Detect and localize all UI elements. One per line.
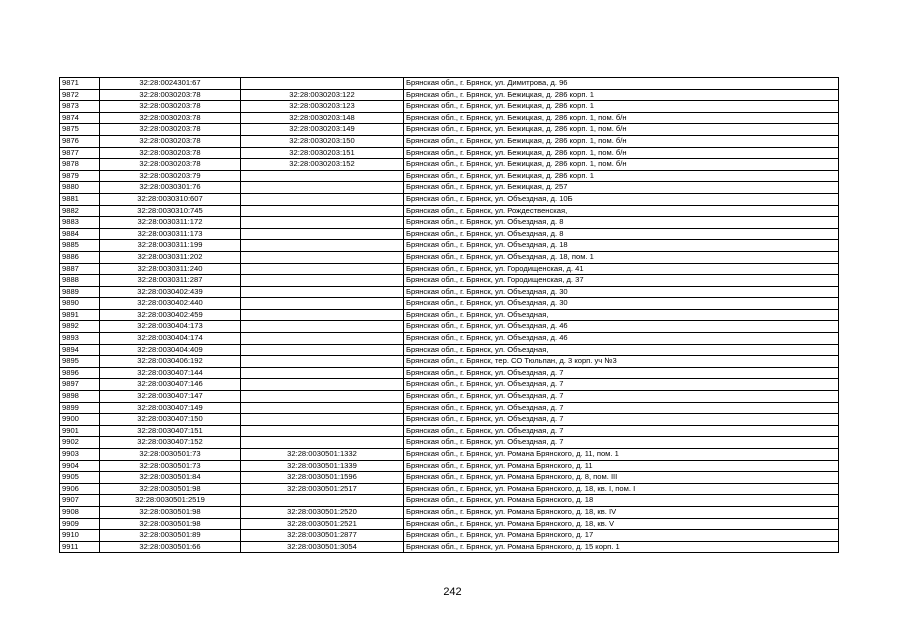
sub-object-number-cell [241, 275, 404, 287]
table-row [60, 309, 839, 321]
row-number-cell: 9907 [60, 495, 100, 507]
sub-object-number-cell [241, 379, 404, 391]
address-cell: Брянская обл., г. Брянск, ул. Объездная, д. 30 [404, 286, 839, 298]
address-cell: Брянская обл., г. Брянск, ул. Бежицкая, д. 286 корп. 1, пом. б/н [404, 147, 839, 159]
cadastral-number-cell: 32:28:0030203:78 [100, 89, 241, 101]
sub-object-number-cell [241, 367, 404, 379]
cadastral-number-cell: 32:28:0030311:240 [100, 263, 241, 275]
table-row [60, 193, 839, 205]
address-cell: Брянская обл., г. Брянск, ул. Объездная, д. 7 [404, 414, 839, 426]
sub-object-number-cell: 32:28:0030501:1332 [241, 449, 404, 461]
cadastral-number-cell: 32:28:0030203:78 [100, 112, 241, 124]
table-row [60, 159, 839, 171]
row-number-cell: 9880 [60, 182, 100, 194]
address-cell: Брянская обл., г. Брянск, ул. Объездная, д. 7 [404, 391, 839, 403]
cadastral-number-cell: 32:28:0030203:78 [100, 101, 241, 113]
row-number-cell: 9873 [60, 101, 100, 113]
row-number-cell: 9895 [60, 356, 100, 368]
sub-object-number-cell: 32:28:0030501:1596 [241, 472, 404, 484]
row-number-cell: 9898 [60, 391, 100, 403]
cadastral-number-cell: 32:28:0030404:174 [100, 333, 241, 345]
cadastral-number-cell: 32:28:0030501:73 [100, 449, 241, 461]
sub-object-number-cell [241, 495, 404, 507]
sub-object-number-cell [241, 333, 404, 345]
row-number-cell: 9893 [60, 333, 100, 345]
address-cell: Брянская обл., г. Брянск, ул. Димитрова, д. 96 [404, 78, 839, 90]
row-number-cell: 9911 [60, 541, 100, 553]
address-cell: Брянская обл., г. Брянск, ул. Объездная, д. 46 [404, 333, 839, 345]
row-number-cell: 9902 [60, 437, 100, 449]
table-row [60, 147, 839, 159]
row-number-cell: 9878 [60, 159, 100, 171]
address-cell: Брянская обл., г. Брянск, ул. Бежицкая, д. 257 [404, 182, 839, 194]
row-number-cell: 9885 [60, 240, 100, 252]
address-cell: Брянская обл., г. Брянск, тер. СО Тюльпан, д. 3 корп. уч №3 [404, 356, 839, 368]
cadastral-number-cell: 32:28:0030501:2519 [100, 495, 241, 507]
address-cell: Брянская обл., г. Брянск, ул. Романа Брянского, д. 17 [404, 530, 839, 542]
sub-object-number-cell: 32:28:0030501:2521 [241, 518, 404, 530]
sub-object-number-cell: 32:28:0030501:3054 [241, 541, 404, 553]
table-row [60, 286, 839, 298]
table-row [60, 101, 839, 113]
sub-object-number-cell [241, 425, 404, 437]
sub-object-number-cell [241, 437, 404, 449]
table-row [60, 379, 839, 391]
cadastral-number-cell: 32:28:0030407:149 [100, 402, 241, 414]
sub-object-number-cell [241, 170, 404, 182]
row-number-cell: 9908 [60, 506, 100, 518]
sub-object-number-cell: 32:28:0030203:150 [241, 135, 404, 147]
sub-object-number-cell [241, 228, 404, 240]
address-cell: Брянская обл., г. Брянск, ул. Бежицкая, д. 286 корп. 1 [404, 101, 839, 113]
table-row [60, 367, 839, 379]
sub-object-number-cell [241, 251, 404, 263]
address-cell: Брянская обл., г. Брянск, ул. Романа Брянского, д. 18, кв. IV [404, 506, 839, 518]
cadastral-number-cell: 32:28:0030407:147 [100, 391, 241, 403]
sub-object-number-cell: 32:28:0030203:148 [241, 112, 404, 124]
cadastral-number-cell: 32:28:0030406:192 [100, 356, 241, 368]
cadastral-number-cell: 32:28:0030203:78 [100, 135, 241, 147]
sub-object-number-cell: 32:28:0030203:123 [241, 101, 404, 113]
cadastral-number-cell: 32:28:0030501:89 [100, 530, 241, 542]
address-cell: Брянская обл., г. Брянск, ул. Бежицкая, д. 286 корп. 1, пом. б/н [404, 159, 839, 171]
row-number-cell: 9884 [60, 228, 100, 240]
sub-object-number-cell [241, 217, 404, 229]
cadastral-number-cell: 32:28:0030407:146 [100, 379, 241, 391]
sub-object-number-cell [241, 309, 404, 321]
address-cell: Брянская обл., г. Брянск, ул. Объездная, д. 7 [404, 379, 839, 391]
table-row [60, 205, 839, 217]
row-number-cell: 9879 [60, 170, 100, 182]
sub-object-number-cell [241, 78, 404, 90]
table-row [60, 263, 839, 275]
sub-object-number-cell [241, 402, 404, 414]
sub-object-number-cell [241, 356, 404, 368]
address-cell: Брянская обл., г. Брянск, ул. Объездная, д. 18 [404, 240, 839, 252]
table-row [60, 391, 839, 403]
cadastral-number-cell: 32:28:0030311:199 [100, 240, 241, 252]
table-row [60, 251, 839, 263]
address-cell: Брянская обл., г. Брянск, ул. Объездная, д. 8 [404, 217, 839, 229]
cadastral-number-cell: 32:28:0030501:98 [100, 483, 241, 495]
table-row [60, 135, 839, 147]
table-row [60, 506, 839, 518]
table-row [60, 437, 839, 449]
address-cell: Брянская обл., г. Брянск, ул. Городищенская, д. 41 [404, 263, 839, 275]
row-number-cell: 9909 [60, 518, 100, 530]
row-number-cell: 9894 [60, 344, 100, 356]
table-row [60, 449, 839, 461]
cadastral-number-cell: 32:28:0030501:84 [100, 472, 241, 484]
sub-object-number-cell [241, 414, 404, 426]
cadastral-number-cell: 32:28:0030407:151 [100, 425, 241, 437]
row-number-cell: 9899 [60, 402, 100, 414]
cadastral-number-cell: 32:28:0030301:76 [100, 182, 241, 194]
address-cell: Брянская обл., г. Брянск, ул. Романа Брянского, д. 15 корп. 1 [404, 541, 839, 553]
table-row [60, 495, 839, 507]
cadastral-number-cell: 32:28:0024301:67 [100, 78, 241, 90]
cadastral-number-cell: 32:28:0030402:439 [100, 286, 241, 298]
table-row [60, 228, 839, 240]
row-number-cell: 9892 [60, 321, 100, 333]
sub-object-number-cell: 32:28:0030203:122 [241, 89, 404, 101]
row-number-cell: 9897 [60, 379, 100, 391]
sub-object-number-cell [241, 240, 404, 252]
row-number-cell: 9891 [60, 309, 100, 321]
table-row [60, 518, 839, 530]
row-number-cell: 9904 [60, 460, 100, 472]
row-number-cell: 9903 [60, 449, 100, 461]
cadastral-number-cell: 32:28:0030203:78 [100, 124, 241, 136]
table-row [60, 414, 839, 426]
row-number-cell: 9887 [60, 263, 100, 275]
cadastral-number-cell: 32:28:0030311:202 [100, 251, 241, 263]
sub-object-number-cell [241, 182, 404, 194]
table-row [60, 402, 839, 414]
row-number-cell: 9875 [60, 124, 100, 136]
table-row [60, 472, 839, 484]
table-row [60, 333, 839, 345]
row-number-cell: 9881 [60, 193, 100, 205]
table-row [60, 425, 839, 437]
row-number-cell: 9871 [60, 78, 100, 90]
cadastral-number-cell: 32:28:0030311:172 [100, 217, 241, 229]
row-number-cell: 9906 [60, 483, 100, 495]
table-row [60, 483, 839, 495]
cadastral-number-cell: 32:28:0030310:745 [100, 205, 241, 217]
row-number-cell: 9876 [60, 135, 100, 147]
address-cell: Брянская обл., г. Брянск, ул. Объездная, [404, 309, 839, 321]
address-cell: Брянская обл., г. Брянск, ул. Объездная, д. 7 [404, 367, 839, 379]
table-row [60, 240, 839, 252]
cadastral-number-cell: 32:28:0030407:144 [100, 367, 241, 379]
cadastral-number-cell: 32:28:0030203:78 [100, 147, 241, 159]
sub-object-number-cell: 32:28:0030203:149 [241, 124, 404, 136]
sub-object-number-cell [241, 263, 404, 275]
table-row [60, 275, 839, 287]
address-cell: Брянская обл., г. Брянск, ул. Городищенская, д. 37 [404, 275, 839, 287]
address-cell: Брянская обл., г. Брянск, ул. Романа Брянского, д. 11 [404, 460, 839, 472]
row-number-cell: 9900 [60, 414, 100, 426]
address-cell: Брянская обл., г. Брянск, ул. Рождественская, [404, 205, 839, 217]
sub-object-number-cell: 32:28:0030501:1339 [241, 460, 404, 472]
address-cell: Брянская обл., г. Брянск, ул. Объездная, [404, 344, 839, 356]
table-row [60, 356, 839, 368]
row-number-cell: 9896 [60, 367, 100, 379]
address-cell: Брянская обл., г. Брянск, ул. Бежицкая, д. 286 корп. 1, пом. б/н [404, 135, 839, 147]
cadastral-number-cell: 32:28:0030501:66 [100, 541, 241, 553]
cadastral-number-cell: 32:28:0030402:440 [100, 298, 241, 310]
row-number-cell: 9883 [60, 217, 100, 229]
row-number-cell: 9874 [60, 112, 100, 124]
cadastral-number-cell: 32:28:0030407:152 [100, 437, 241, 449]
sub-object-number-cell: 32:28:0030203:152 [241, 159, 404, 171]
address-cell: Брянская обл., г. Брянск, ул. Бежицкая, д. 286 корп. 1 [404, 89, 839, 101]
address-cell: Брянская обл., г. Брянск, ул. Объездная, д. 46 [404, 321, 839, 333]
cadastral-number-cell: 32:28:0030402:459 [100, 309, 241, 321]
address-cell: Брянская обл., г. Брянск, ул. Бежицкая, д. 286 корп. 1 [404, 170, 839, 182]
sub-object-number-cell [241, 286, 404, 298]
table-row [60, 541, 839, 553]
sub-object-number-cell: 32:28:0030501:2517 [241, 483, 404, 495]
address-cell: Брянская обл., г. Брянск, ул. Объездная, д. 18, пом. 1 [404, 251, 839, 263]
page-number: 242 [443, 586, 462, 598]
sub-object-number-cell [241, 344, 404, 356]
address-cell: Брянская обл., г. Брянск, ул. Объездная, д. 30 [404, 298, 839, 310]
cadastral-number-cell: 32:28:0030404:173 [100, 321, 241, 333]
table-row [60, 344, 839, 356]
table-row [60, 298, 839, 310]
table-row [60, 460, 839, 472]
cadastral-number-cell: 32:28:0030311:287 [100, 275, 241, 287]
sub-object-number-cell [241, 193, 404, 205]
address-cell: Брянская обл., г. Брянск, ул. Бежицкая, д. 286 корп. 1, пом. б/н [404, 112, 839, 124]
row-number-cell: 9886 [60, 251, 100, 263]
row-number-cell: 9890 [60, 298, 100, 310]
address-cell: Брянская обл., г. Брянск, ул. Объездная, д. 7 [404, 402, 839, 414]
row-number-cell: 9888 [60, 275, 100, 287]
cadastral-number-cell: 32:28:0030203:79 [100, 170, 241, 182]
sub-object-number-cell [241, 321, 404, 333]
sub-object-number-cell [241, 391, 404, 403]
row-number-cell: 9889 [60, 286, 100, 298]
cadastral-number-cell: 32:28:0030310:607 [100, 193, 241, 205]
registry-table [59, 77, 839, 553]
sub-object-number-cell: 32:28:0030501:2877 [241, 530, 404, 542]
cadastral-number-cell: 32:28:0030501:98 [100, 518, 241, 530]
address-cell: Брянская обл., г. Брянск, ул. Объездная, д. 7 [404, 425, 839, 437]
cadastral-number-cell: 32:28:0030501:73 [100, 460, 241, 472]
row-number-cell: 9910 [60, 530, 100, 542]
table-row [60, 530, 839, 542]
table-row [60, 124, 839, 136]
table-row [60, 321, 839, 333]
address-cell: Брянская обл., г. Брянск, ул. Объездная, д. 7 [404, 437, 839, 449]
table-row [60, 217, 839, 229]
table-row [60, 89, 839, 101]
address-cell: Брянская обл., г. Брянск, ул. Объездная, д. 10Б [404, 193, 839, 205]
sub-object-number-cell: 32:28:0030501:2520 [241, 506, 404, 518]
address-cell: Брянская обл., г. Брянск, ул. Романа Брянского, д. 8, пом. III [404, 472, 839, 484]
row-number-cell: 9872 [60, 89, 100, 101]
cadastral-number-cell: 32:28:0030501:98 [100, 506, 241, 518]
cadastral-number-cell: 32:28:0030311:173 [100, 228, 241, 240]
cadastral-number-cell: 32:28:0030407:150 [100, 414, 241, 426]
table-row [60, 78, 839, 90]
row-number-cell: 9901 [60, 425, 100, 437]
row-number-cell: 9882 [60, 205, 100, 217]
cadastral-number-cell: 32:28:0030404:409 [100, 344, 241, 356]
sub-object-number-cell: 32:28:0030203:151 [241, 147, 404, 159]
table-row [60, 182, 839, 194]
table-row [60, 112, 839, 124]
address-cell: Брянская обл., г. Брянск, ул. Романа Брянского, д. 18, кв. V [404, 518, 839, 530]
registry-table-body [60, 78, 839, 553]
cadastral-number-cell: 32:28:0030203:78 [100, 159, 241, 171]
address-cell: Брянская обл., г. Брянск, ул. Бежицкая, д. 286 корп. 1, пом. б/н [404, 124, 839, 136]
row-number-cell: 9877 [60, 147, 100, 159]
address-cell: Брянская обл., г. Брянск, ул. Объездная, д. 8 [404, 228, 839, 240]
address-cell: Брянская обл., г. Брянск, ул. Романа Брянского, д. 11, пом. 1 [404, 449, 839, 461]
address-cell: Брянская обл., г. Брянск, ул. Романа Брянского, д. 18 [404, 495, 839, 507]
sub-object-number-cell [241, 298, 404, 310]
row-number-cell: 9905 [60, 472, 100, 484]
table-row [60, 170, 839, 182]
address-cell: Брянская обл., г. Брянск, ул. Романа Брянского, д. 18, кв. I, пом. I [404, 483, 839, 495]
sub-object-number-cell [241, 205, 404, 217]
